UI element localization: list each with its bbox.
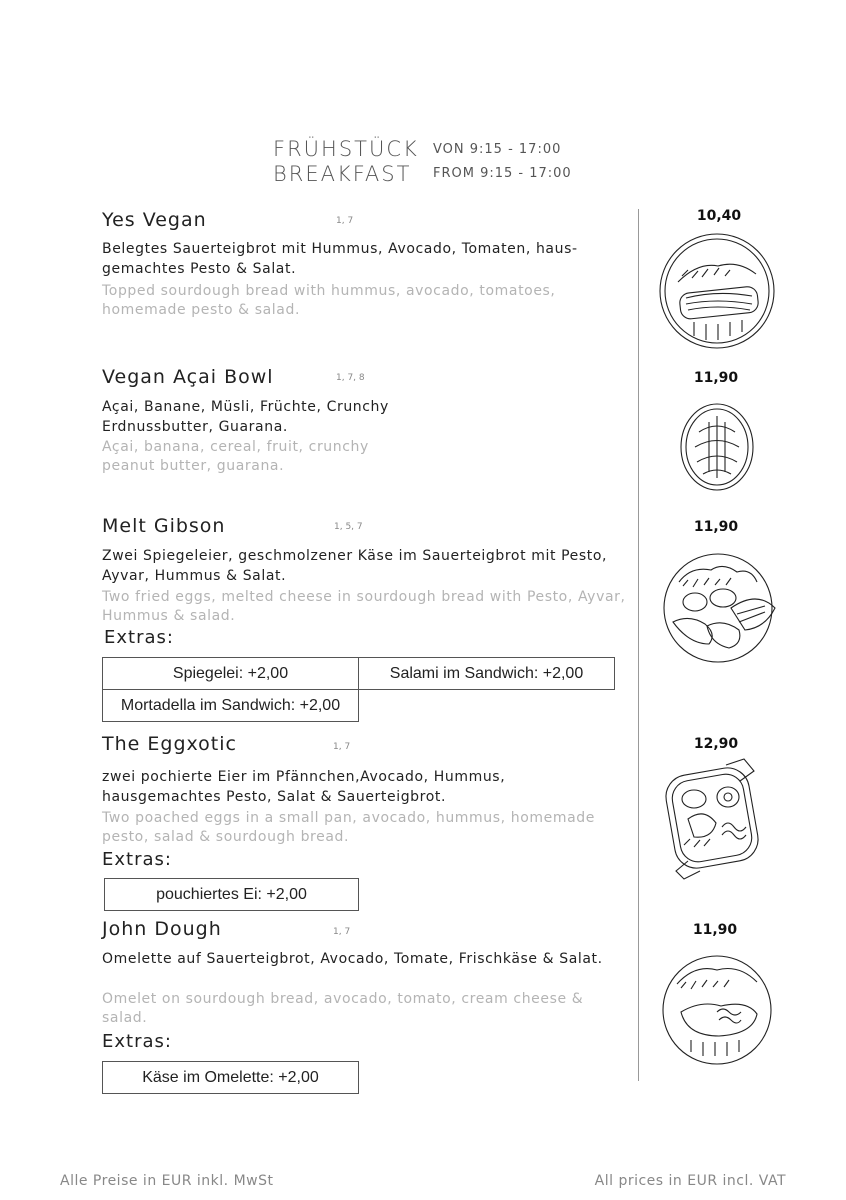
extra-option-fried-egg: Spiegelei: +2,00 [102, 657, 359, 690]
extras-label: Extras: [102, 849, 172, 870]
column-divider [638, 209, 639, 1081]
item-allergens: 1, 7 [333, 927, 351, 937]
extra-option-mortadella: Mortadella im Sandwich: +2,00 [102, 689, 359, 722]
item-price: 12,90 [693, 736, 739, 752]
item-description-de: zwei pochierte Eier im Pfännchen,Avocado, Hummus, hausgemachtes Pesto, Salat & Sauerteigbrot. [102, 769, 506, 805]
title-en: BREAKFAST [273, 162, 412, 186]
item-description-de: Belegtes Sauerteigbrot mit Hummus, Avocado, Tomaten, haus-gemachtes Pesto & Salat. [102, 241, 578, 277]
item-description-en: Açai, banana, cereal, fruit, crunchy peanut butter, guarana. [102, 439, 369, 474]
title-de: FRÜHSTÜCK [273, 137, 419, 161]
item-description-en: Topped sourdough bread with hummus, avocado, tomatoes, homemade pesto & salad. [102, 283, 556, 318]
extra-option-cheese-omelette: Käse im Omelette: +2,00 [102, 1061, 359, 1094]
item-allergens: 1, 7 [336, 216, 354, 226]
footer-prices-note-de: Alle Preise in EUR inkl. MwSt [60, 1173, 274, 1189]
item-name-melt-gibson: Melt Gibson [102, 515, 226, 537]
item-description-en: Two fried eggs, melted cheese in sourdough bread with Pesto, Ayvar, Hummus & salad. [102, 589, 626, 624]
item-description-de: Zwei Spiegeleier, geschmolzener Käse im Sauerteigbrot mit Pesto, Ayvar, Hummus & Salat. [102, 548, 608, 584]
opening-time-en: FROM 9:15 - 17:00 [433, 166, 572, 181]
item-allergens: 1, 7, 8 [336, 373, 365, 383]
item-allergens: 1, 7 [333, 742, 351, 752]
item-name-john-dough: John Dough [102, 918, 222, 940]
extra-option-salami: Salami im Sandwich: +2,00 [358, 657, 615, 690]
item-description-de: Açai, Banane, Müsli, Früchte, Crunchy Erdnussbutter, Guarana. [102, 399, 389, 435]
pan-poached-eggs-icon [664, 757, 760, 879]
item-description-en: Omelet on sourdough bread, avocado, tomato, cream cheese & salad. [102, 991, 584, 1026]
extras-label: Extras: [102, 1031, 172, 1052]
extra-option-poached-egg: pouchiertes Ei: +2,00 [104, 878, 359, 911]
item-price: 11,90 [693, 370, 739, 386]
footer-prices-note-en: All prices in EUR incl. VAT [594, 1173, 786, 1189]
item-price: 10,40 [696, 208, 742, 224]
item-name-yes-vegan: Yes Vegan [102, 209, 207, 231]
plate-omelette-icon [661, 954, 773, 1066]
item-description-en: Two poached eggs in a small pan, avocado, hummus, homemade pesto, salad & sourdough bread. [102, 810, 595, 845]
item-allergens: 1, 5, 7 [334, 522, 363, 532]
item-price: 11,90 [692, 922, 738, 938]
dish-plate-sandwich-icon [658, 232, 776, 350]
item-name-the-eggxotic: The Eggxotic [102, 733, 237, 755]
acai-bowl-icon [679, 402, 755, 492]
extras-label: Extras: [104, 627, 174, 648]
plate-eggs-sandwich-icon [661, 552, 777, 662]
item-name-vegan-acai-bowl: Vegan Açai Bowl [102, 366, 274, 388]
opening-time-de: VON 9:15 - 17:00 [433, 142, 562, 157]
item-price: 11,90 [693, 519, 739, 535]
item-description-de: Omelette auf Sauerteigbrot, Avocado, Tomate, Frischkäse & Salat. [102, 951, 603, 967]
